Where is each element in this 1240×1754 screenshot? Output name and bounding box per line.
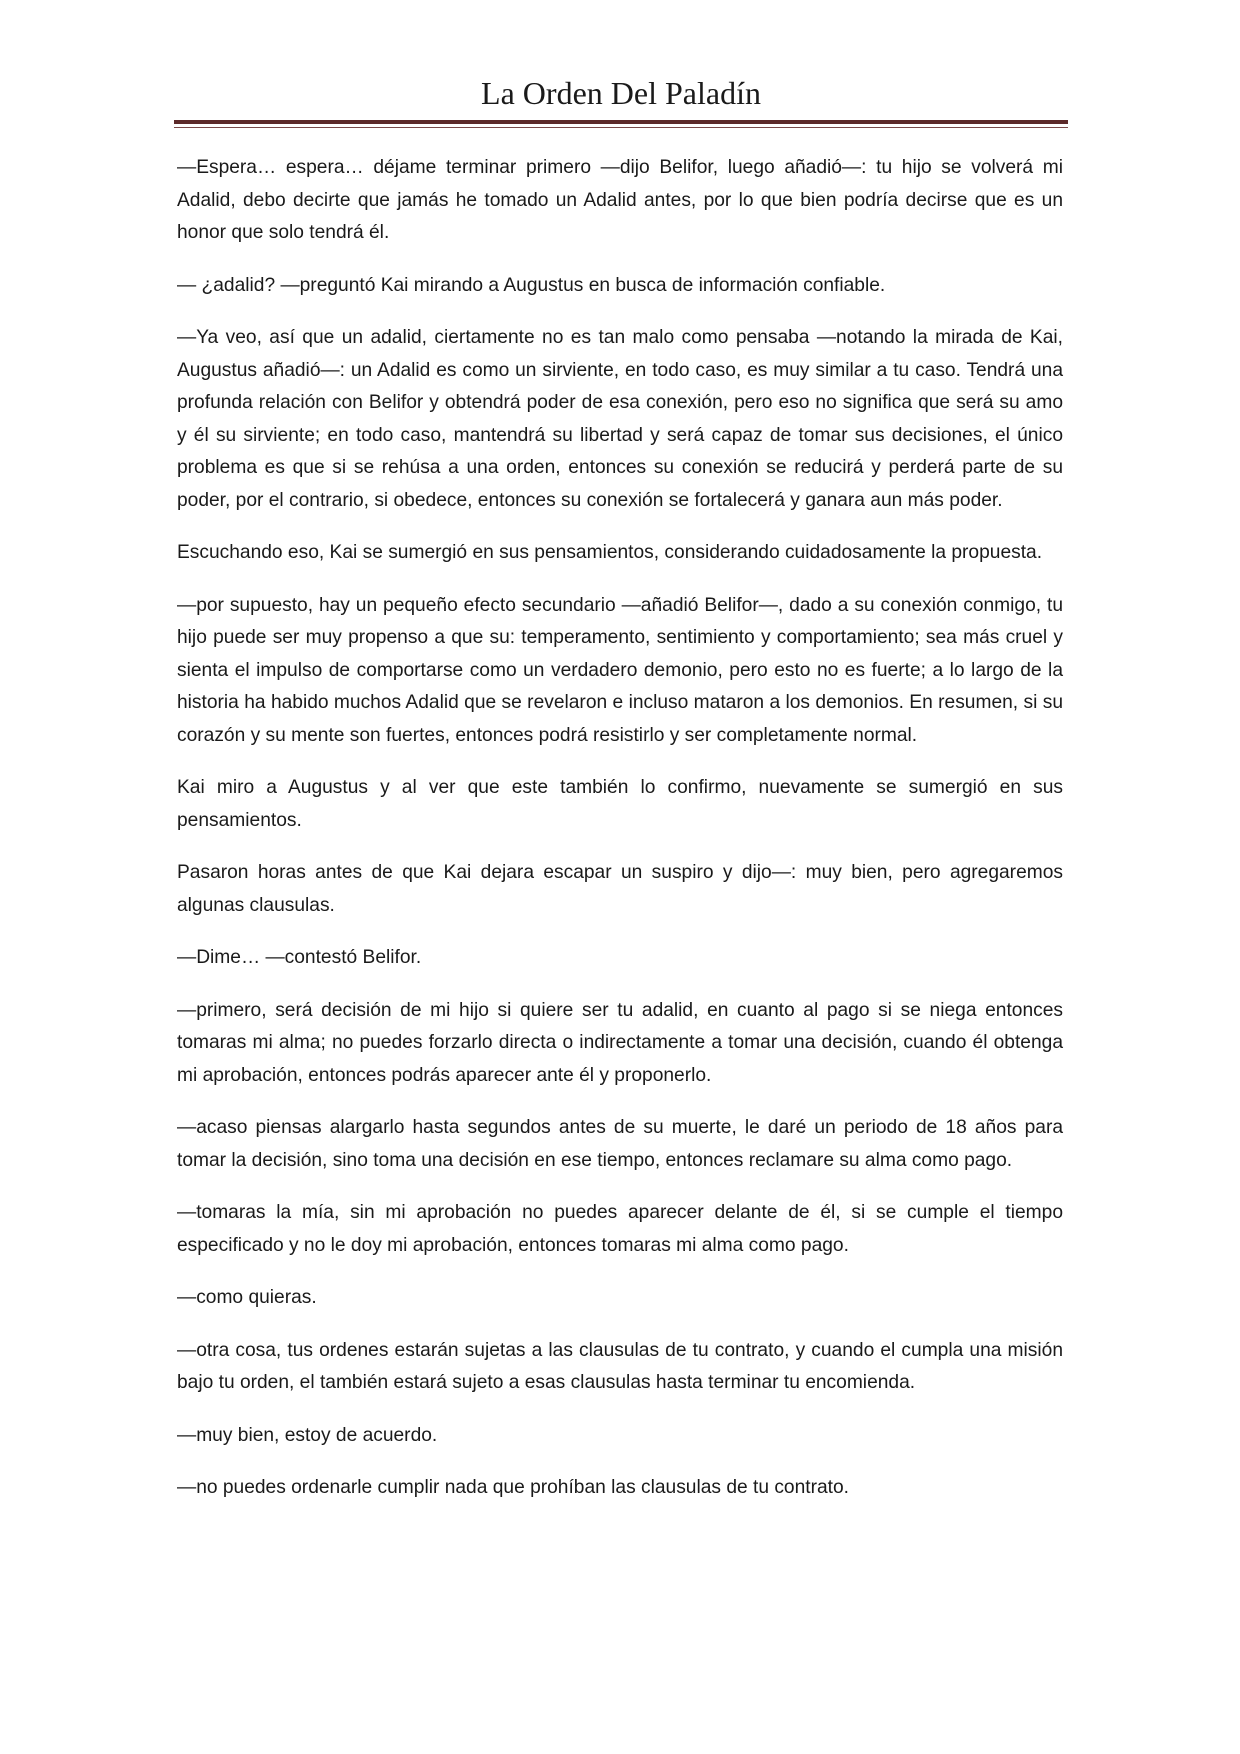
body-text: [177, 152, 1063, 1505]
paragraph: —acaso piensas alargarlo hasta segundos antes de su muerte, le daré un periodo de 18 años para tomar la decisión, sino toma una decisión en ese tiempo, entonces reclamare su alma como pago.: [177, 1117, 1063, 1171]
paragraph: —Dime… —contestó Belifor.: [177, 947, 422, 968]
paragraph: —Espera… espera… déjame terminar primero —dijo Belifor, luego añadió—: tu hijo se volverá mi Adalid, debo decirte que jamás he tomado un Adalid antes, por lo que bien podría decirse que es un honor que solo tendrá él.: [177, 157, 1063, 243]
header-rule: [174, 120, 1068, 124]
paragraph: —primero, será decisión de mi hijo si quiere ser tu adalid, en cuanto al pago si se niega entonces tomaras mi alma; no puedes forzarlo directa o indirectamente a tomar una decisión, cuando él obtenga mi aprobación, entonces podrás aparecer ante él y proponerlo.: [177, 999, 1063, 1086]
header-rule-thin: [174, 127, 1068, 128]
paragraph: —Ya veo, así que un adalid, ciertamente no es tan malo como pensaba —notando la mirada de Kai, Augustus añadió—: un Adalid es como un sirviente, en todo caso, es muy similar a tu caso. Tendrá una profunda relación con Belifor y obtendrá poder de esa conexión, pero eso no significa que será su amo y él su sirviente; en todo caso, mantendrá su libertad y será capaz de tomar sus decisiones, el único problema es que si se rehúsa a una orden, entonces su conexión se reducirá y perderá parte de su poder, por el contrario, si obedece, entonces su conexión se fortalecerá y ganara aun más poder.: [177, 327, 1063, 511]
paragraph: —muy bien, estoy de acuerdo.: [177, 1424, 438, 1446]
paragraph: Escuchando eso, Kai se sumergió en sus pensamientos, considerando cuidadosamente la propuesta.: [177, 542, 1043, 563]
paragraph: —como quieras.: [177, 1287, 317, 1308]
page-title: La Orden Del Paladín: [481, 75, 761, 111]
paragraph: —por supuesto, hay un pequeño efecto secundario —añadió Belifor—, dado a su conexión conmigo, tu hijo puede ser muy propenso a que su: temperamento, sentimiento y comportamiento; sea más cruel y sienta el impulso de comportarse como un verdadero demonio, pero esto no es fuerte; a lo largo de la historia ha habido muchos Adalid que se revelaron e incluso mataron a los demonios. En resumen, si su corazón y su mente son fuertes, entonces podrá resistirlo y ser completamente normal.: [177, 594, 1063, 746]
paragraph: Pasaron horas antes de que Kai dejara escapar un suspiro y dijo—: muy bien, pero agregaremos algunas clausulas.: [177, 862, 1063, 916]
paragraph: Kai miro a Augustus y al ver que este también lo confirmo, nuevamente se sumergió en sus pensamientos.: [177, 777, 1063, 831]
paragraph: —tomaras la mía, sin mi aprobación no puedes aparecer delante de él, si se cumple el tiempo especificado y no le doy mi aprobación, entonces tomaras mi alma como pago.: [177, 1202, 1063, 1256]
page-header: [174, 70, 1068, 130]
paragraph: —no puedes ordenarle cumplir nada que prohíban las clausulas de tu contrato.: [177, 1477, 849, 1498]
paragraph: —otra cosa, tus ordenes estarán sujetas a las clausulas de tu contrato, y cuando el cumpla una misión bajo tu orden, el también estará sujeto a esas clausulas hasta terminar tu encomienda.: [177, 1339, 1063, 1393]
paragraph: — ¿adalid? —preguntó Kai mirando a Augustus en busca de información confiable.: [177, 274, 886, 296]
